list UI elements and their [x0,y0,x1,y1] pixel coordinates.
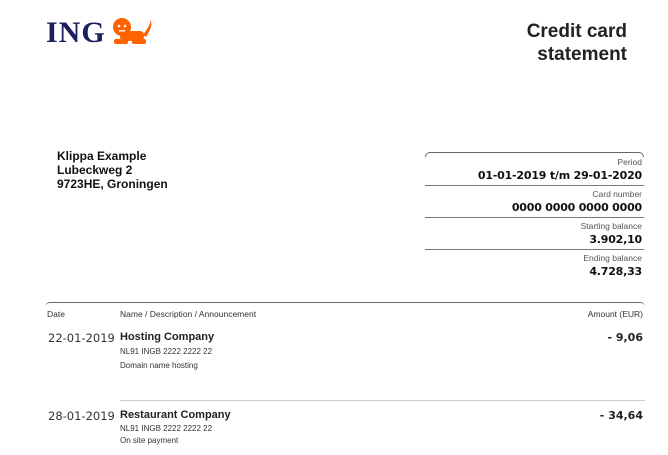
card-number-value: 0000 0000 0000 0000 [511,201,642,214]
row-account: NL91 INGB 2222 2222 22 [120,347,213,356]
divider [425,217,644,218]
ing-logo-text: ING [46,16,106,49]
street: Lubeckweg 2 [57,163,133,177]
ending-balance-label: Ending balance [583,253,642,263]
row-name: Restaurant Company [120,409,231,421]
title-line-1: Credit card [526,21,627,42]
header-amount: Amount (EUR) [587,309,643,319]
row-account: NL91 INGB 2222 2222 22 [120,424,213,433]
row-amount: - 9,06 [607,331,643,344]
row-date: 28-01-2019 [48,409,115,423]
header-name: Name / Description / Announcement [120,309,257,319]
divider [425,185,644,186]
starting-balance-value: 3.902,10 [589,233,642,246]
row-name: Hosting Company [120,331,215,343]
row-amount: - 34,64 [599,409,643,422]
row-description: Domain name hosting [120,361,198,370]
customer-name: Klippa Example [57,149,147,163]
statement-summary [425,152,644,279]
ending-balance-value: 4.728,33 [589,265,642,278]
header-date: Date [47,309,65,319]
row-description: On site payment [120,436,179,445]
row-date: 22-01-2019 [48,331,115,345]
document-title [527,20,627,66]
lion-logo-icon [110,17,154,47]
title-line-2: statement [537,44,627,65]
divider [425,249,644,250]
postal-city: 9723HE, Groningen [57,177,168,191]
row-divider [120,400,645,401]
period-value: 01-01-2019 t/m 29-01-2020 [477,169,642,182]
customer-address [57,149,168,191]
card-number-label: Card number [592,189,642,199]
period-label: Period [617,157,642,167]
starting-balance-label: Starting balance [580,221,642,231]
